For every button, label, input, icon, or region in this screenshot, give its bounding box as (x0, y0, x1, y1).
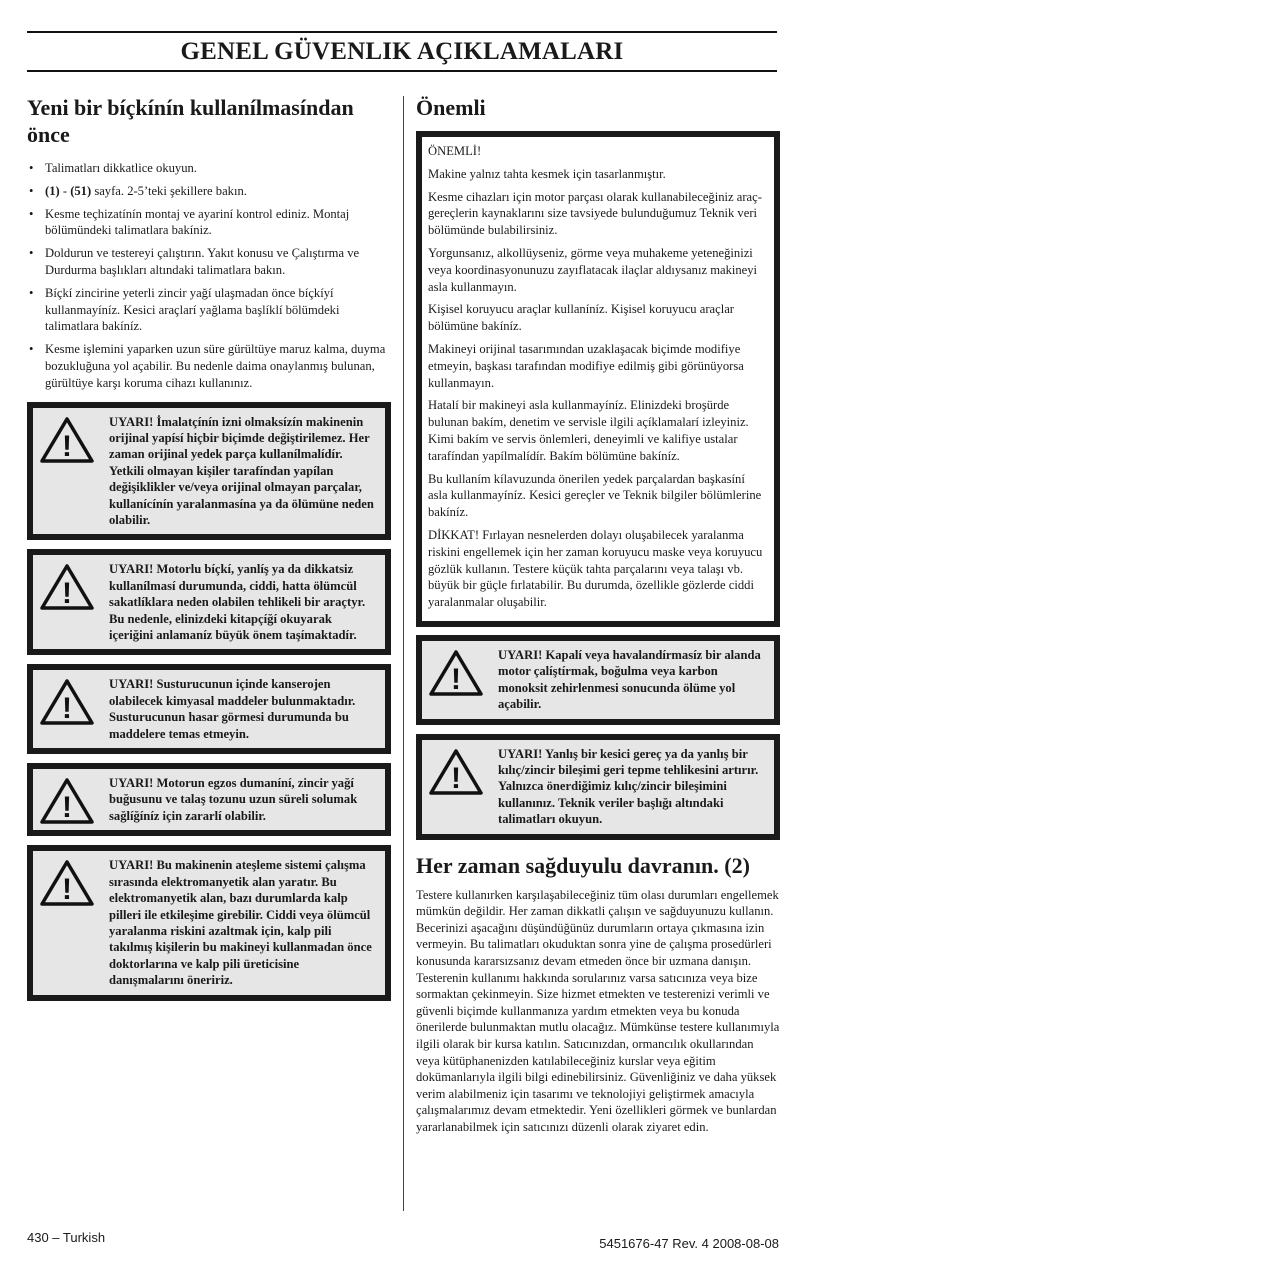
warning-box (27, 763, 391, 836)
important-paragraph: Bu kullaním kílavuzunda önerilen yedek parçalardan başkasíní asla kullanmayíníz. Kesici gereçler ve Teknik bilgiler bölümlerine bakíníz. (428, 471, 762, 520)
warning-text: UYARI! Susturucunun içinde kanserojen olabilecek kimyasal maddeler bulunmaktadır. Susturucunun hasar görmesi durumunda bu maddelere temas etmeyin. (109, 677, 356, 741)
list-item: • Talimatları dikkatlice okuyun. (29, 161, 197, 175)
important-paragraph: Kişisel koruyucu araçlar kullaníníz. Kişisel koruyucu araçlar bölümüne bakíníz. (428, 302, 734, 334)
section-heading-common-sense: Her zaman sağduyulu davranın. (2) (416, 852, 750, 878)
bullet-icon: • (29, 342, 34, 357)
svg-text:!: ! (451, 761, 461, 795)
bullet-icon: • (29, 246, 34, 261)
svg-text:!: ! (62, 429, 72, 463)
important-box (416, 131, 780, 627)
svg-text:!: ! (451, 662, 461, 696)
warning-box (27, 845, 391, 1000)
bullet-icon: • (29, 161, 34, 175)
warning-text: UYARI! Kapalí veya havalandírmasíz bir alanda motor çalíştírmak, boğulma veya karbon monoksit zehirlenmesi sonucunda ölüme yol açabilir. (498, 647, 761, 712)
svg-text:!: ! (62, 692, 72, 726)
common-sense-paragraph: Testere kullanırken karşılaşabileceğiniz tüm olası durumları engellemek mümkün değildir. Her zaman dikkatli çalışın ve sağduyunuzu kullanın. Becerinizi aşacağını düşündüğünüz durumların ortaya çıkmasına izin vermeyin. Bu talimatları okuduktan sonra yine de çalışma prosedürleri konusunda kararsızsanız devam etmeden önce bir uzmana danışın. Testerenin kullanımı hakkında sorularınız varsa satıcınıza veya bize sormaktan çekinmeyin. Size hizmet etmekten ve testerenizi verimli ve güvenli biçimde kullanmanıza yardım etmekten veya bu konuda önerilerde bulunmaktan mutlu olacağız. Mümkünse testere kullanımıyla ilgili olarak bir kursa katılın. Satıcınızdan, ormancılık okullarından veya kütüphanenizden katılabileceğiniz kurslar veya eğitim dokümanlarıyla ilgili bilgi edinebilirsiniz. Güvenliğiniz ve daha yüksek verim alabilmeniz için tasarımı ve teknolojiyi geliştirmek amacıyla çalışmalarımız devam etmektedir. Yeni özellikleri görmek ve bunlardan yararlanabilmek için satıcınızı düzenli olarak ziyaret edin. (416, 887, 780, 1134)
page-number: 430 – Turkish (27, 1230, 106, 1245)
important-paragraph: Hatalí bir makineyi asla kullanmayíníz. Elinizdeki broşürde bulunan bakím, denetim ve servisle ilgili açíklamalarí izleyiniz. Kimi bakím ve servis önlemleri, deneyimli ve kalifiye ustalar tarafíndan yapílmalídír. Bakím bölümüne bakíníz. (428, 398, 749, 463)
warning-text: UYARI! Bu makinenin ateşleme sistemi çalışma sırasında elektromanyetik alan yaratır. Bu elektromanyetik alan, bazı durumlarda kalp pilleri ile etkileşime girebilir. Ciddi veya ölümcül yaralanma riskini azaltmak için, kalp pili takılmış kişilerin bu makineyi kullanmadan önce doktorlarına ve kalp pili üreticisine danışmalarını öneririz. (109, 858, 372, 988)
right-column (416, 94, 780, 1135)
important-paragraph: Makineyi orijinal tasarımından uzaklaşacak biçimde modifiye etmeyin, başkası tarafından modifiye edilmiş gibi görünüyorsa kullanmayın. (428, 341, 744, 390)
warning-box (416, 734, 780, 840)
warning-triangle-icon (428, 748, 484, 796)
bullet-icon: • (29, 206, 34, 221)
bullet-icon: • (29, 183, 34, 198)
important-paragraph: Makine yalnız tahta kesmek için tasarlanmıştır. (428, 166, 666, 181)
bullet-icon: • (29, 285, 34, 300)
list-item: • Kesme teçhizatínín montaj ve ayariní kontrol ediniz. Montaj bölümündeki talimatlara bakíniz. (29, 206, 350, 238)
warning-text: UYARI! İmalatçínín izni olmaksízín makinenin orijinal yapísí hiçbir biçimde değiştirilemez. Her zaman orijinal yedek parça kullanílmalídír. Yetkili olmayan kişiler tarafíndan yapílan değişiklikler ve/veya orijinal olmayan parçalar, kullanícínín yaralanmasína ya da ölümüne neden olabilir. (109, 414, 374, 527)
svg-text:!: ! (62, 791, 72, 825)
svg-text:!: ! (62, 873, 72, 907)
warning-text: UYARI! Motorlu bíçkí, yanlíş ya da dikkatsiz kullanílmasí durumunda, ciddi, hatta ölümcül sakatlíklara neden olabilen tehlikeli bir araçtyr. Bu nedenle, elinizdeki kitapçíğí okuyarak içeriğini anlamaníz büyük önem taşímaktadír. (109, 562, 366, 643)
page-title: GENEL GÜVENLIK AÇIKLAMALARI (180, 37, 624, 65)
warning-triangle-icon (39, 777, 95, 825)
warning-triangle-icon (39, 678, 95, 726)
important-paragraph: ÖNEMLİ! (428, 144, 482, 158)
warning-text: UYARI! Motorun egzos dumaníní, zincir yağí buğusunu ve talaş tozunu uzun süreli solumak sağlíğíníz için zararlí olabilir. (109, 776, 358, 823)
column-divider (403, 96, 404, 1211)
warning-triangle-icon (39, 859, 95, 907)
warning-triangle-icon (39, 416, 95, 464)
warning-box (27, 402, 391, 541)
important-paragraph: DİKKAT! Fırlayan nesnelerden dolayı oluşabilecek yaralanma riskini engellemek için her zaman koruyucu maske veya koruyucu gözlük kullanın. Testere küçük tahta parçalarını veya talaşı vb. büyük bir güçle fırlatabilir. Bu durumda, özellikle gözlerde ciddi yaralanmalar oluşabilir. (428, 527, 763, 610)
warning-box (27, 549, 391, 655)
important-paragraph: Kesme cihazları için motor parçası olarak kullanabileceğiniz araç-gereçlerin kaynaklarını size tavsiyede bulunduğumuz Teknik veri bölümünde bulabilirsiniz. (428, 189, 762, 238)
title-bar (27, 31, 777, 72)
warning-triangle-icon (428, 649, 484, 697)
warning-box (416, 635, 780, 725)
list-item: • Doldurun ve testereyi çalıştırın. Yakıt konusu ve Çalıştırma ve Durdurma başlıkları altındaki talimatlara bakın. (29, 246, 360, 277)
list-item: • (1) - (51) sayfa. 2-5’teki şekillere bakın. (29, 183, 247, 198)
warning-box (27, 664, 391, 754)
section-heading-important: Önemli (416, 95, 486, 120)
list-item: • Kesme işlemini yaparken uzun süre gürültüye maruz kalma, duyma bozukluğuna yol açabilir. Bu nedenle daima onaylanmış bulunan, gürültüye karşı koruma cihazı kullanınız. (29, 342, 386, 390)
warning-triangle-icon (39, 563, 95, 611)
important-paragraph: Yorgunsanız, alkollüyseniz, görme veya muhakeme yeteneğinizi veya koordinasyonunuzu zayıflatacak ilaçlar aldıysanız makineyi asla kullanmayın. (428, 245, 758, 294)
instruction-list (27, 160, 391, 392)
document-reference: 5451676-47 Rev. 4 2008-08-08 (599, 1236, 779, 1251)
section-heading-before-use: Yeni bir bíçkínín kullanílmasíndan önce (27, 95, 354, 147)
left-column (27, 94, 391, 1001)
warning-text: UYARI! Yanlış bir kesici gereç ya da yanlış bir kılıç/zincir bileşimi geri tepme tehlikesini artırır. Yalnızca önerdiğimiz kılıç/zincir bileşimini kullanınız. Teknik veriler başlığı altındaki talimatları okuyun. (498, 746, 759, 827)
list-item: • Bíçkí zincirine yeterli zincir yağí ulaşmadan önce bíçkíyí kullanmayíníz. Kesici araçlarí yağlama başlíklí bölümdeki talimatlara bakíníz. (29, 285, 340, 334)
svg-text:!: ! (62, 577, 72, 611)
